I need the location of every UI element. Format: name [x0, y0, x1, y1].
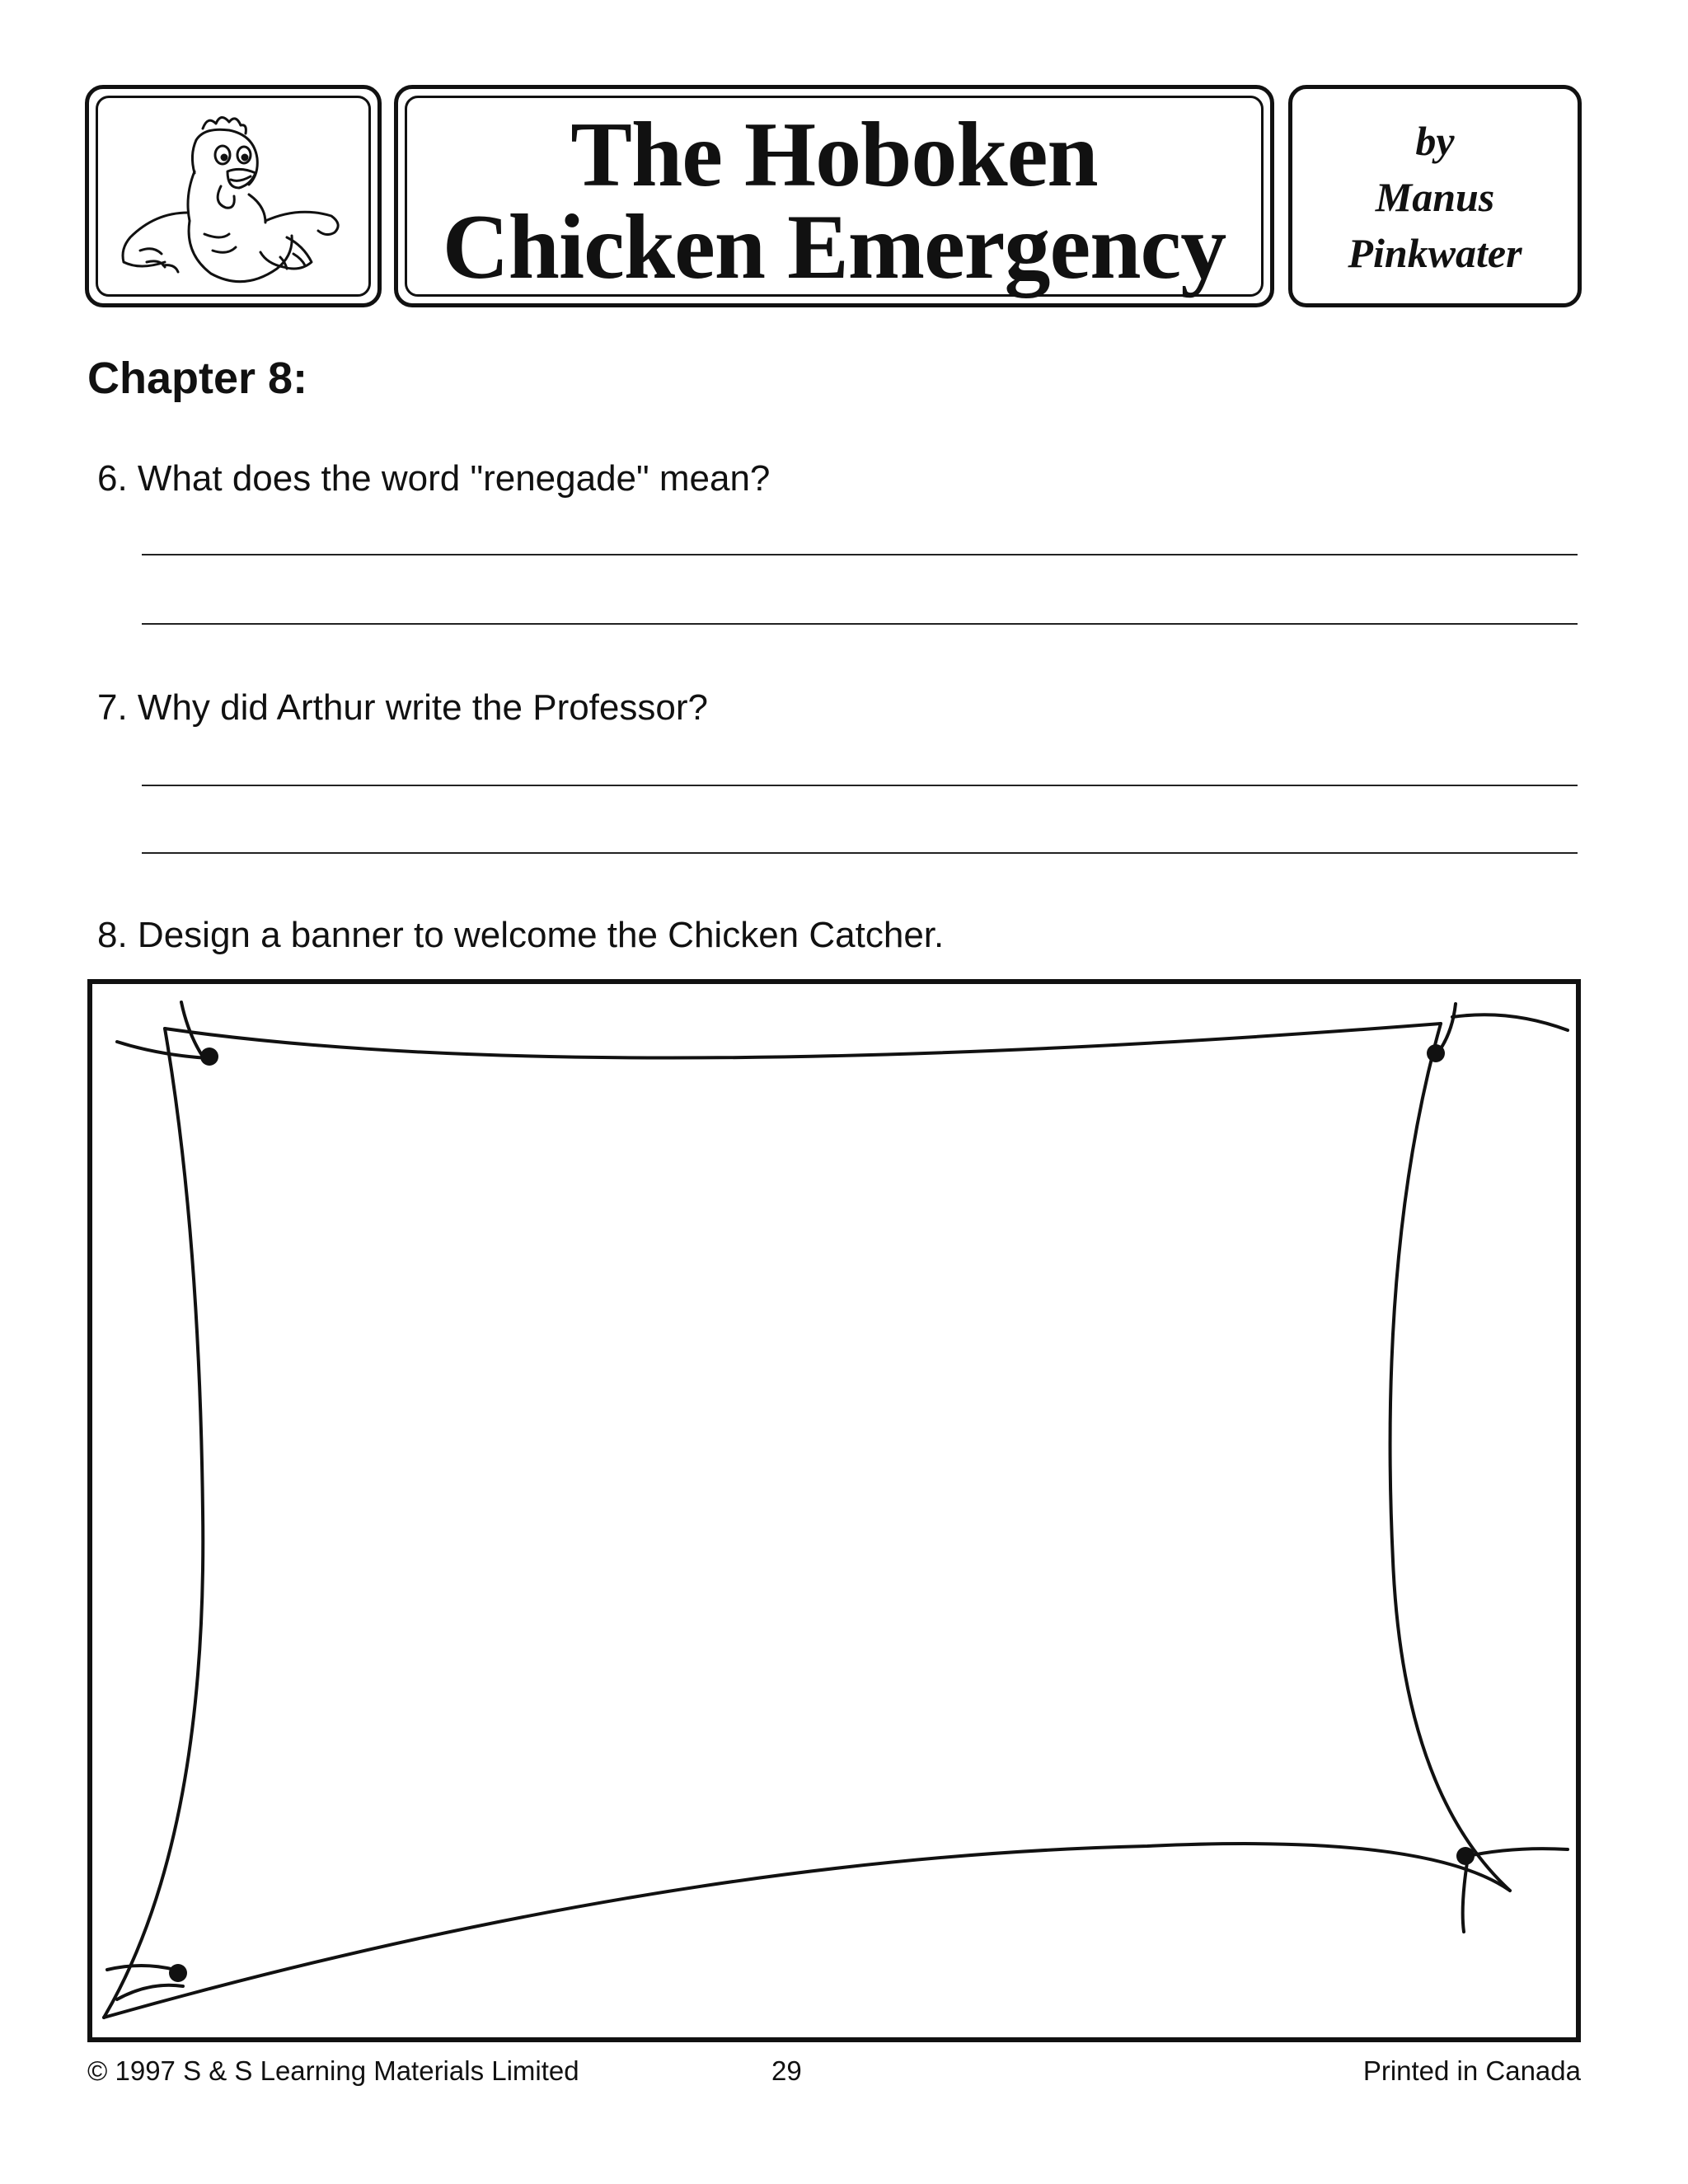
author-first-name: Manus	[1375, 174, 1495, 220]
footer-printed-in: Printed in Canada	[1362, 2055, 1581, 2086]
question-6: 6. What does the word "renegade" mean?	[97, 458, 771, 499]
author-last-name: Pinkwater	[1348, 230, 1522, 276]
chapter-heading: Chapter 8:	[87, 354, 308, 403]
author-box	[1288, 85, 1582, 307]
answer-line-q6-2[interactable]	[142, 623, 1578, 625]
footer-copyright: © 1997 S & S Learning Materials Limited	[87, 2055, 579, 2086]
banner-drawing-area[interactable]	[87, 979, 1581, 2042]
author-by: by	[1415, 118, 1455, 164]
footer-page-number: 29	[771, 2055, 802, 2086]
banner-outline-icon	[92, 984, 1576, 2037]
chicken-logo-box	[85, 85, 382, 307]
title-line-1: The Hoboken	[570, 104, 1098, 206]
question-8: 8. Design a banner to welcome the Chicken Catcher.	[97, 915, 945, 955]
answer-line-q6-1[interactable]	[142, 554, 1578, 555]
answer-line-q7-1[interactable]	[142, 785, 1578, 786]
question-7: 7. Why did Arthur write the Professor?	[97, 687, 708, 728]
chicken-illustration-icon	[89, 89, 377, 303]
title-line-2: Chicken Emergency	[442, 196, 1226, 298]
answer-line-q7-2[interactable]	[142, 852, 1578, 854]
title-box	[394, 85, 1274, 307]
